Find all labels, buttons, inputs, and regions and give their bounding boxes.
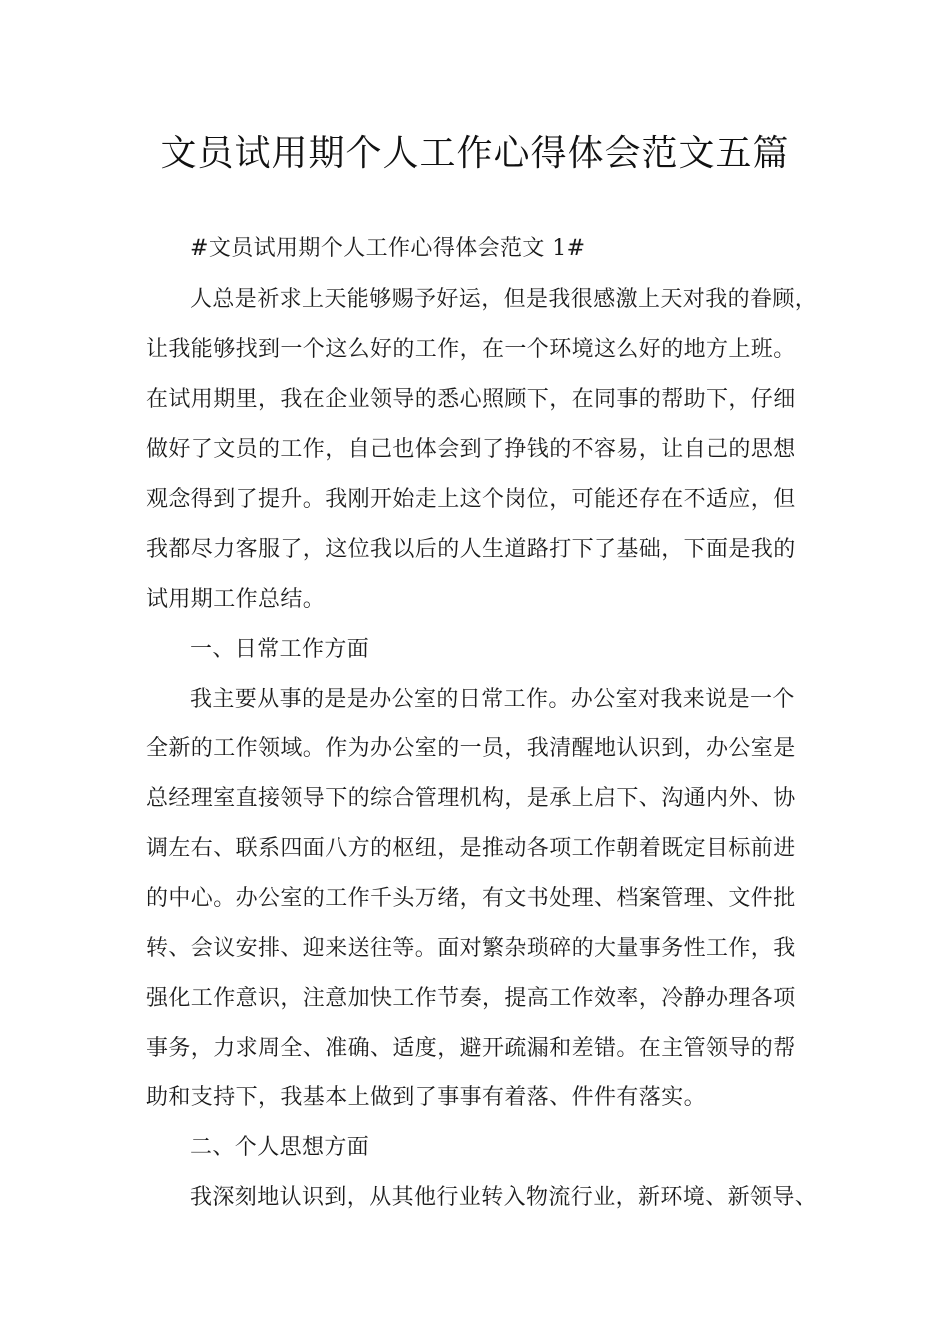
section-heading: #文员试用期个人工作心得体会范文 1# bbox=[190, 236, 586, 261]
subsection-heading: 一、日常工作方面 bbox=[190, 637, 370, 662]
subsection-heading: 二、个人思想方面 bbox=[190, 1135, 370, 1160]
paragraph-line: 事务，力求周全、准确、适度，避开疏漏和差错。在主管领导的帮 bbox=[146, 1036, 796, 1061]
paragraph-line: 让我能够找到一个这么好的工作，在一个环境这么好的地方上班。 bbox=[146, 337, 796, 362]
paragraph-line: 试用期工作总结。 bbox=[146, 587, 326, 612]
paragraph-line: 我都尽力客服了，这位我以后的人生道路打下了基础，下面是我的 bbox=[146, 537, 796, 562]
document-title: 文员试用期个人工作心得体会范文五篇 bbox=[160, 133, 790, 174]
paragraph-line: 总经理室直接领导下的综合管理机构，是承上启下、沟通内外、协 bbox=[146, 786, 796, 811]
paragraph-line: 转、会议安排、迎来送往等。面对繁杂琐碎的大量事务性工作，我 bbox=[146, 936, 796, 961]
paragraph-line: 我主要从事的是是办公室的日常工作。办公室对我来说是一个 bbox=[190, 687, 795, 712]
paragraph-line: 做好了文员的工作，自己也体会到了挣钱的不容易，让自己的思想 bbox=[146, 437, 796, 462]
paragraph-line: 的中心。办公室的工作千头万绪，有文书处理、档案管理、文件批 bbox=[146, 886, 796, 911]
paragraph-line: 助和支持下，我基本上做到了事事有着落、件件有落实。 bbox=[146, 1085, 707, 1110]
paragraph-line: 全新的工作领域。作为办公室的一员，我清醒地认识到，办公室是 bbox=[146, 736, 796, 761]
paragraph-line: 人总是祈求上天能够赐予好运，但是我很感激上天对我的眷顾， bbox=[190, 287, 818, 312]
paragraph-line: 调左右、联系四面八方的枢纽，是推动各项工作朝着既定目标前进 bbox=[146, 836, 796, 861]
paragraph-line: 强化工作意识，注意加快工作节奏，提高工作效率，冷静办理各项 bbox=[146, 986, 796, 1011]
paragraph-line: 在试用期里，我在企业领导的悉心照顾下，在同事的帮助下，仔细 bbox=[146, 387, 796, 412]
paragraph-line: 我深刻地认识到，从其他行业转入物流行业，新环境、新领导、 bbox=[190, 1185, 818, 1210]
paragraph-line: 观念得到了提升。我刚开始走上这个岗位，可能还存在不适应，但 bbox=[146, 487, 796, 512]
